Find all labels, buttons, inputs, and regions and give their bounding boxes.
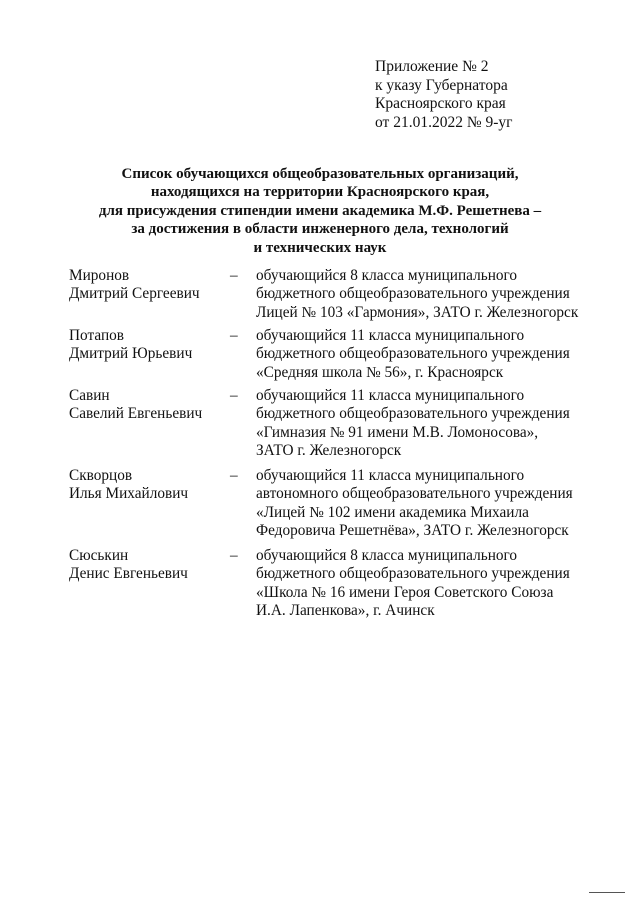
description-line: «Гимназия № 91 имени М.В. Ломоносова», — [256, 423, 539, 441]
student-given-name: Илья Михайлович — [69, 485, 189, 503]
description-line: обучающийся 11 класса муниципального — [256, 387, 525, 404]
student-surname: Сюськин — [69, 547, 129, 564]
title-line: за достижения в области инженерного дела, технологий — [131, 221, 509, 238]
student-description — [256, 547, 609, 620]
title-line: Список обучающихся общеобразовательных организаций, — [121, 166, 519, 182]
appendix-line: от 21.01.2022 № 9-уг — [375, 113, 513, 131]
description-line: «Лицей № 102 имени академика Михаила — [256, 503, 529, 521]
description-line: Федоровича Решетнёва», ЗАТО г. Железногорск — [256, 521, 569, 539]
appendix-line: Приложение № 2 — [375, 58, 489, 75]
list-item — [69, 267, 609, 327]
document-title — [60, 165, 580, 257]
dash-separator: – — [230, 467, 238, 484]
dash-separator: – — [230, 267, 238, 284]
list-item — [69, 547, 609, 627]
student-description — [256, 267, 609, 322]
appendix-line: Красноярского края — [375, 95, 506, 112]
description-line: ЗАТО г. Железногорск — [256, 441, 402, 459]
title-line: и технических наук — [253, 239, 387, 256]
description-line: бюджетного общеобразовательного учреждения — [256, 285, 570, 303]
student-name — [69, 387, 229, 424]
appendix-line: к указу Губернатора — [375, 76, 508, 94]
student-name — [69, 547, 229, 584]
student-given-name: Савелий Евгеньевич — [69, 405, 203, 423]
corner-scan-mark — [589, 892, 625, 893]
student-surname: Савин — [69, 387, 110, 404]
dash-separator: – — [230, 547, 238, 564]
dash-separator: – — [230, 327, 238, 344]
description-line: бюджетного общеобразовательного учреждения — [256, 345, 570, 363]
description-line: бюджетного общеобразовательного учреждения — [256, 565, 570, 583]
list-item — [69, 327, 609, 387]
student-description — [256, 327, 609, 382]
title-line: для присуждения стипендии имени академика М.Ф. Решетнева – — [98, 202, 542, 219]
description-line: «Средняя школа № 56», г. Красноярск — [256, 363, 504, 381]
student-description — [256, 387, 609, 460]
description-line: Лицей № 103 «Гармония», ЗАТО г. Железногорск — [256, 303, 579, 321]
student-given-name: Дмитрий Юрьевич — [69, 345, 193, 363]
student-given-name: Денис Евгеньевич — [69, 565, 188, 583]
list-item — [69, 387, 609, 467]
student-surname: Миронов — [69, 267, 130, 284]
description-line: обучающийся 11 класса муниципального — [256, 467, 525, 484]
description-line: автономного общеобразовательного учреждения — [256, 485, 573, 503]
title-line: находящихся на территории Красноярского края, — [150, 184, 490, 201]
student-name — [69, 267, 229, 304]
description-line: «Школа № 16 имени Героя Советского Союза — [256, 583, 554, 601]
student-given-name: Дмитрий Сергеевич — [69, 285, 200, 303]
description-line: бюджетного общеобразовательного учреждения — [256, 405, 570, 423]
student-description — [256, 467, 609, 540]
student-name — [69, 467, 229, 504]
description-line: обучающийся 8 класса муниципального — [256, 547, 518, 564]
description-line: обучающийся 8 класса муниципального — [256, 267, 518, 284]
student-surname: Потапов — [69, 327, 125, 344]
student-list — [69, 267, 609, 627]
student-name — [69, 327, 229, 364]
description-line: обучающийся 11 класса муниципального — [256, 327, 525, 344]
dash-separator: – — [230, 387, 238, 404]
description-line: И.А. Лапенкова», г. Ачинск — [256, 601, 435, 619]
list-item — [69, 467, 609, 547]
student-surname: Скворцов — [69, 467, 133, 484]
appendix-header — [375, 58, 513, 132]
